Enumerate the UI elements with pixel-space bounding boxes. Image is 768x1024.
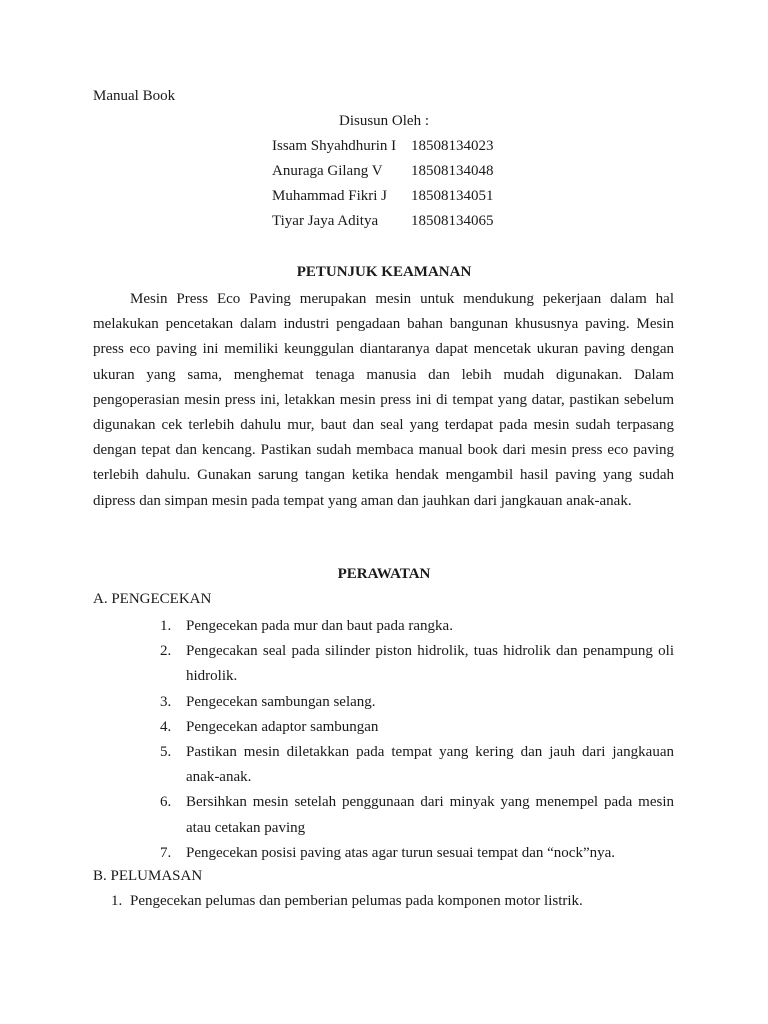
author-name: Tiyar Jaya Aditya	[272, 213, 379, 229]
safety-paragraph: Mesin Press Eco Paving merupakan mesin untuk mendukung pekerjaan dalam hal melakukan pencetakan dalam industri pengadaan bahan bangunan khususnya paving. Mesin press eco paving ini memiliki keunggulan diantaranya dapat mencetak ukuran paving dengan ukuran yang sama, menghemat tenaga manusia dan lebih mudah digunakan. Dalam pengoperasian mesin press ini, letakkan mesin press ini di tempat yang datar, pastikan sebelum digunakan cek terlebih dahulu mur, baut dan seal yang terdapat pada mesin sudah terpasang dengan tepat dan kencang. Pastikan sudah membaca manual book dari mesin press eco paving terlebih dahulu. Gunakan sarung tangan ketika hendak mengambil hasil paving yang sudah dipress dan simpan mesin pada tempat yang aman dan jauhkan dari jangkauan anak-anak.	[93, 291, 674, 509]
list-item-text: Pengecekan posisi paving atas agar turun sesuai tempat dan “nock”nya.	[186, 844, 616, 861]
list-item	[160, 715, 674, 740]
list-item-text: Pengecekan pelumas dan pemberian pelumas pada komponen motor listrik.	[130, 893, 583, 909]
author-nim: 18508134048	[411, 163, 494, 179]
list-number: 6.	[160, 794, 172, 811]
compiled-by-label: Disusun Oleh :	[339, 113, 429, 129]
list-number: 1.	[160, 618, 172, 634]
list-item	[160, 614, 674, 639]
author-nim: 18508134051	[411, 188, 494, 204]
list-item-text: Pastikan mesin diletakkan pada tempat yang kering dan jauh dari jangkauan anak-anak.	[186, 744, 674, 786]
list-number: 2.	[160, 643, 172, 660]
list-number: 5.	[160, 744, 172, 761]
list-item	[160, 639, 674, 689]
checking-heading: A. PENGECEKAN	[93, 591, 212, 607]
checking-list	[160, 614, 674, 866]
list-item-text: Pengecekan sambungan selang.	[186, 693, 376, 710]
doc-title: Manual Book	[93, 88, 176, 104]
list-number: 3.	[160, 693, 172, 710]
list-item	[160, 690, 674, 715]
list-item	[160, 790, 674, 840]
author-nim: 18508134023	[411, 138, 494, 154]
lubrication-list	[111, 891, 674, 911]
list-number: 7.	[160, 844, 172, 861]
list-item-text: Pengecakan seal pada silinder piston hidrolik, tuas hidrolik dan penampung oli hidrolik.	[186, 643, 674, 685]
list-number: 1.	[111, 893, 123, 909]
safety-heading: PETUNJUK KEAMANAN	[296, 264, 472, 280]
maintenance-heading: PERAWATAN	[337, 566, 431, 582]
author-nim: 18508134065	[411, 213, 494, 229]
list-item	[111, 891, 674, 911]
list-item	[160, 740, 674, 790]
author-name: Anuraga Gilang V	[272, 163, 383, 179]
author-name: Issam Shyahdhurin I	[272, 138, 397, 154]
list-item	[160, 841, 674, 866]
author-name: Muhammad Fikri J	[272, 188, 387, 204]
list-item-text: Pengecekan adaptor sambungan	[186, 718, 379, 735]
list-item-text: Pengecekan pada mur dan baut pada rangka.	[186, 618, 453, 634]
list-number: 4.	[160, 718, 172, 735]
lubrication-heading: B. PELUMASAN	[93, 868, 203, 884]
list-item-text: Bersihkan mesin setelah penggunaan dari minyak yang menempel pada mesin atau cetakan paving	[186, 794, 674, 836]
